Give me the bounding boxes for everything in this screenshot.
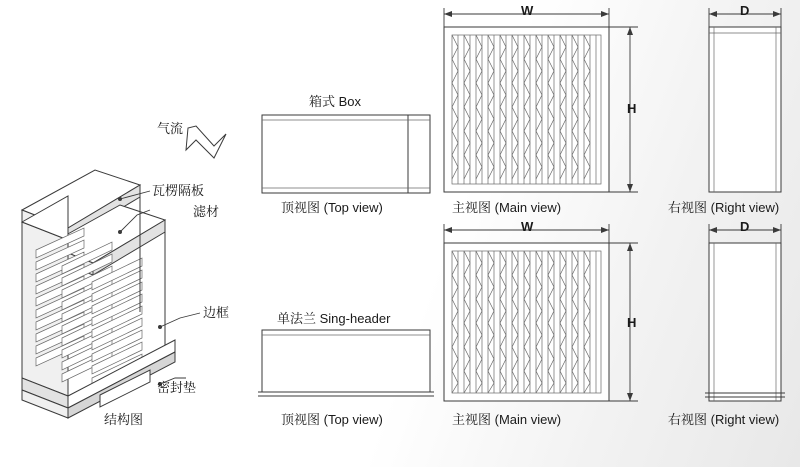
- heading-box: 箱式 Box: [309, 94, 362, 109]
- airflow-arrow: [186, 126, 226, 158]
- heading-single-header: 单法兰 Sing-header: [277, 311, 391, 326]
- caption-single-right-view: 右视图 (Right view): [668, 412, 780, 427]
- single-right-view-drawing: [705, 224, 785, 401]
- dimension-label-h-box: H: [627, 101, 637, 116]
- box-right-view-drawing: [709, 8, 781, 192]
- structure-drawing: [22, 170, 175, 418]
- label-airflow: 气流: [157, 121, 184, 136]
- caption-box-top-view: 顶视图 (Top view): [281, 200, 383, 215]
- label-frame: 边框: [203, 305, 230, 320]
- single-main-view-drawing: [444, 224, 638, 401]
- caption-structure: 结构图: [104, 412, 144, 427]
- caption-box-main-view: 主视图 (Main view): [452, 200, 562, 215]
- single-top-view-drawing: [258, 330, 434, 396]
- label-separator: 瓦楞隔板: [152, 183, 205, 198]
- box-main-view-drawing: [444, 8, 638, 192]
- label-gasket: 密封垫: [157, 380, 197, 395]
- dimension-label-d-single: D: [740, 219, 750, 234]
- box-top-view-drawing: [262, 115, 430, 193]
- dimension-label-d-box: D: [740, 3, 750, 18]
- dimension-label-h-single: H: [627, 315, 637, 330]
- caption-box-right-view: 右视图 (Right view): [668, 200, 780, 215]
- dimension-label-w-box: W: [521, 3, 534, 18]
- dimension-label-w-single: W: [521, 219, 534, 234]
- label-media: 滤材: [193, 204, 220, 219]
- caption-single-main-view: 主视图 (Main view): [452, 412, 562, 427]
- caption-single-top-view: 顶视图 (Top view): [281, 412, 383, 427]
